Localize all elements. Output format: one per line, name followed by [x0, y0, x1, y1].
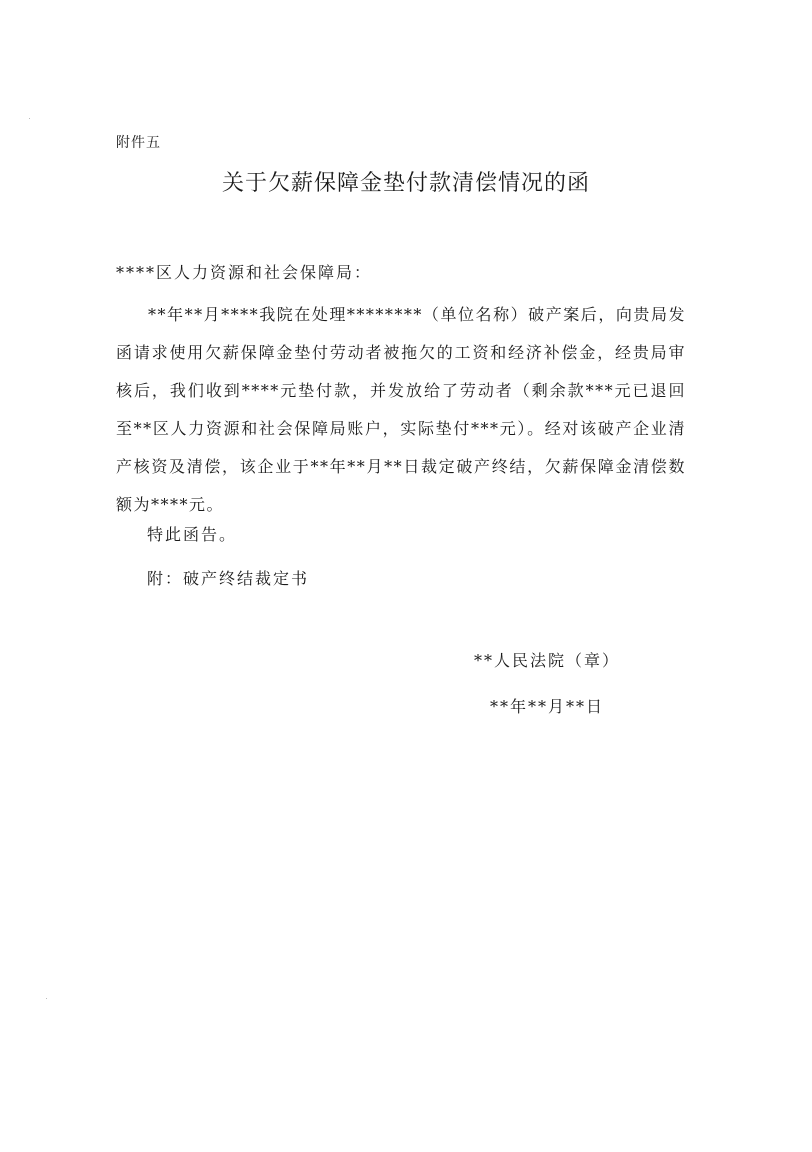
attachment-label: 附件五 — [116, 135, 161, 151]
scan-speck — [46, 998, 47, 999]
scan-speck — [29, 118, 30, 119]
closing-line: 特此函告。 — [147, 525, 238, 544]
recipient-line: ****区人力资源和社会保障局： — [116, 263, 373, 282]
document-title: 关于欠薪保障金垫付款清偿情况的函 — [221, 171, 590, 196]
date-line: **年**月**日 — [490, 697, 605, 716]
attachment-note: 附：破产终结裁定书 — [147, 569, 310, 588]
signature-line: **人民法院（章） — [474, 651, 621, 670]
body-paragraph: **年**月****我院在处理********（单位名称）破产案后，向贵局发函请求使用欠薪保障金垫付劳动者被拖欠的工资和经济补偿金，经贵局审核后，我们收到****元垫付款，并发放给了劳动者（剩余款***元已退回至**区人力资源和社会保障局账户，实际垫付***元）。经对该破产企业清产核资及清偿，该企业于**年**月**日裁定破产终结，欠薪保障金清偿数额为****元。 — [116, 305, 686, 514]
